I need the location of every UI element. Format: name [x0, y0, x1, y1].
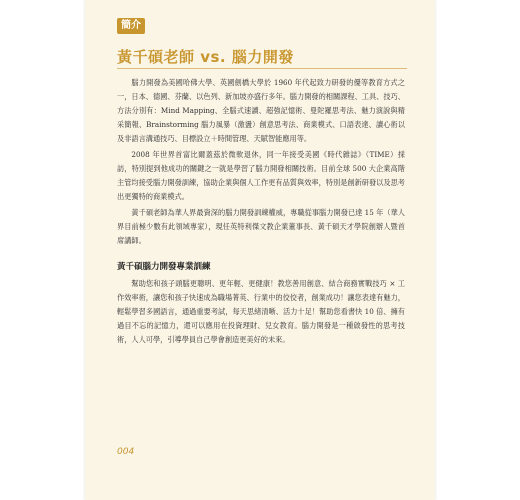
page-title: 黃千碩老師 vs. 腦力開發	[117, 48, 294, 66]
paragraph: 腦力開發為美國哈佛大學、英國劍橋大學於 1960 年代起致力研發的優等教育方式之一，日本、德國、芬蘭、以色列、新加坡亦盛行多年。腦力開發的相關課程、工具、技巧、方法分別有：Mind Mapping、全腦式速讀、超強記憶術、曼陀羅思考法、魅力演說與精采簡報、Brainstorming 腦力風暴（激盪）創意思考法、商業模式、口語表達、讀心術以及非語言溝通技巧、目標設立＋時間管理、天賦智能應用等。	[117, 78, 405, 143]
paragraph: 2008 年世界首富比爾蓋茲於微軟退休，同一年接受美國《時代雜誌》（TIME）採訪，特別提到他成功的關鍵之一就是學習了腦力開發相關技術。目前全球 500 大企業高階主管均接受腦力開發訓練，協助企業與個人工作更有品質與效率，特別是創新研發以及思考出更獨特的商業模式。	[117, 150, 405, 201]
page-number: 004	[117, 447, 135, 457]
paragraph: 黃千碩老師為華人界最資深的腦力開發訓練權威，專職從事腦力開發已達 15 年（華人界目前極少數有此領域專家），現任英特利傑文教企業董事長、黃千碩天才學院創辦人暨首席講師。	[117, 208, 405, 245]
section-tag: 簡介	[117, 18, 145, 34]
body-text	[117, 76, 405, 349]
title-divider	[117, 68, 407, 69]
paragraph: 幫助您和孩子頭腦更聰明、更年輕、更健康！教您善用創意、結合商務實戰技巧 × 工作效率術，讓您和孩子快速成為職場菁英、行業中的佼佼者，創業成功！讓您表達有魅力，輕鬆學習多國語言，通過重要考試，每天思緒清晰、活力十足！幫助您看書快 10 倍、擁有過目不忘的記憶力，還可以應用在投資理財、兒女教育。腦力開發是一種啟發性的思考技術，人人可學，引導學員自己學會創造更美好的未來。	[117, 279, 405, 344]
book-page	[85, 0, 435, 500]
subheading: 黃千碩腦力開發專業訓練	[117, 262, 211, 272]
